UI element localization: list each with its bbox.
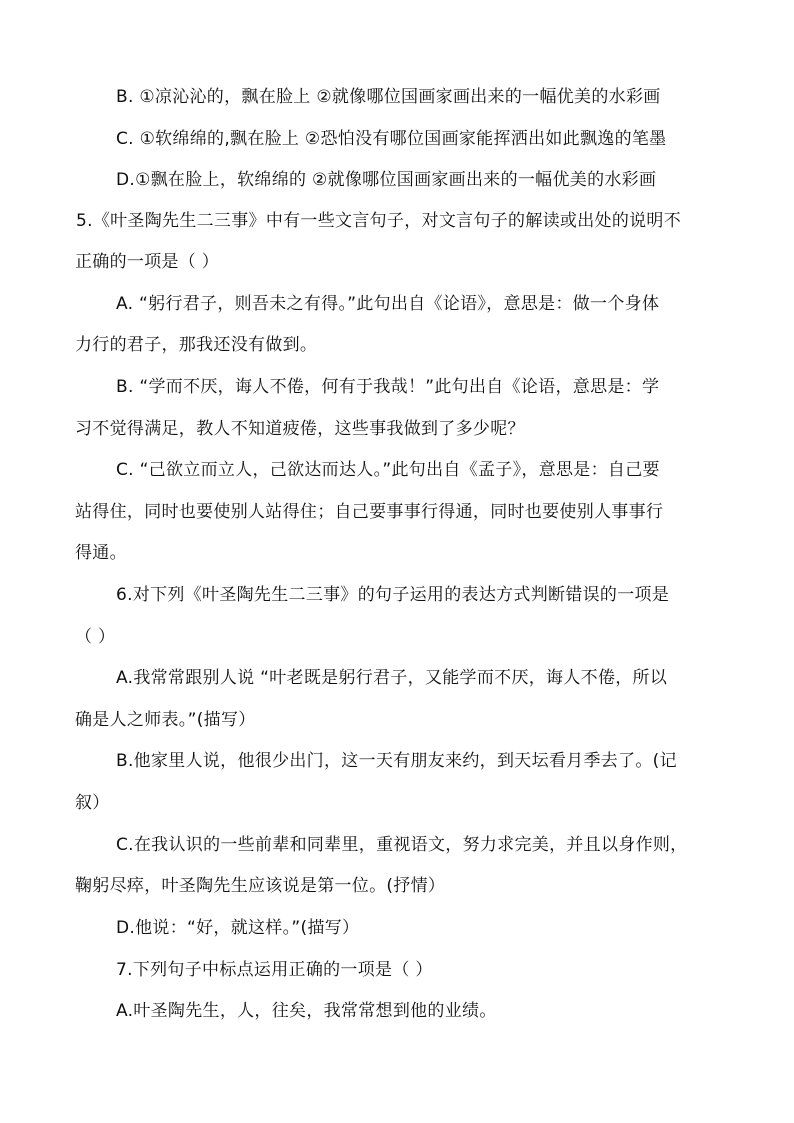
- q6-option-b-line-2: 叙）: [75, 793, 110, 813]
- q6-option-c-line-1: C.在我认识的一些前辈和同辈里，重视语文，努力求完美，并且以身作则，: [116, 835, 688, 855]
- q6-option-a-line-1: A.我常常跟别人说 “叶老既是躬行君子，又能学而不厌，诲人不倦，所以: [116, 668, 668, 688]
- q4-option-d: D.①飘在脸上，软绵绵的 ②就像哪位国画家画出来的一幅优美的水彩画: [116, 170, 657, 190]
- q7-stem: 7.下列句子中标点运用正确的一项是（ ）: [116, 960, 433, 980]
- q5-option-b-line-2: 习不觉得满足，教人不知道疲倦，这些事我做到了多少呢？: [75, 419, 525, 439]
- q4-option-b: B. ①凉沁沁的，飘在脸上 ②就像哪位国画家画出来的一幅优美的水彩画: [116, 87, 661, 107]
- q5-option-a-line-2: 力行的君子，那我还没有做到。: [75, 335, 318, 355]
- q5-stem-line-2: 正确的一项是（ ）: [75, 252, 220, 272]
- q4-option-c: C. ①软绵绵的,飘在脸上 ②恐怕没有哪位国画家能挥洒出如此飘逸的笔墨: [116, 129, 667, 149]
- q5-option-a-line-1: A. “躬行君子，则吾未之有得。”此句出自《论语》，意思是：做一个身体: [116, 294, 660, 314]
- q6-option-d: D.他说：“好，就这样。”(描写）: [116, 918, 360, 938]
- q5-stem-line-1: 5.《叶圣陶先生二三事》中有一些文言句子，对文言句子的解读或出处的说明不: [76, 211, 682, 231]
- q6-stem-line-2: （ ）: [75, 627, 116, 647]
- q5-option-c-line-3: 得通。: [75, 543, 127, 563]
- q6-stem-line-1: 6.对下列《叶圣陶先生二三事》的句子运用的表达方式判断错误的一项是: [116, 585, 670, 605]
- q6-option-c-line-2: 鞠躬尽瘁，叶圣陶先生应该说是第一位。(抒情）: [75, 876, 446, 896]
- q5-option-c-line-2: 站得住，同时也要使别人站得住；自己要事事行得通，同时也要使别人事事行: [75, 502, 664, 522]
- q5-option-b-line-1: B. “学而不厌，诲人不倦，何有于我哉！”此句出自《论语，意思是：学: [116, 377, 660, 397]
- q6-option-a-line-2: 确是人之师表。”(描写）: [75, 710, 256, 730]
- q7-option-a: A.叶圣陶先生，人，往矣，我常常想到他的业绩。: [116, 1001, 497, 1021]
- q5-option-c-line-1: C. “己欲立而立人，己欲达而达人。”此句出自《孟子》，意思是：自己要: [116, 460, 660, 480]
- q6-option-b-line-1: B.他家里人说，他很少出门，这一天有朋友来约，到天坛看月季去了。(记: [116, 751, 677, 771]
